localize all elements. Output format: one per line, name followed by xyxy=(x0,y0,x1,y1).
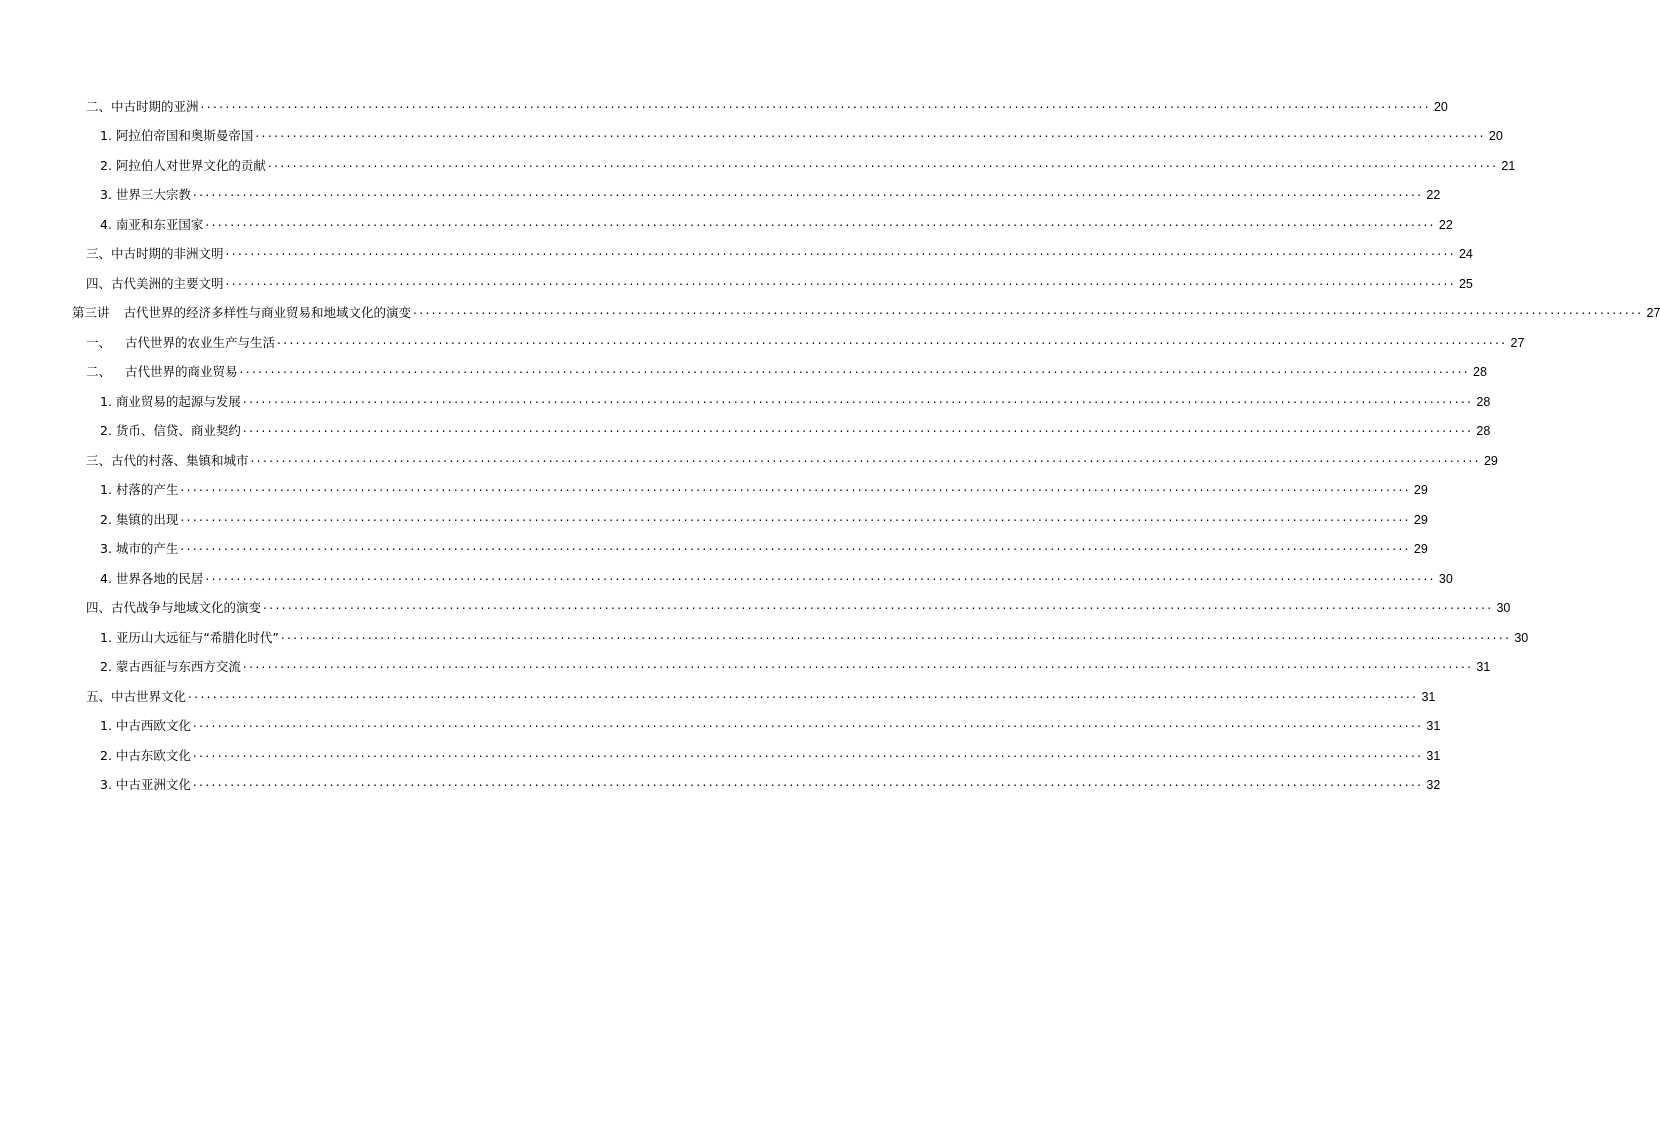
dot-leader: ...................................................................................................................................................................................................... xyxy=(225,244,1456,259)
toc-page-number: 20 xyxy=(1488,129,1503,144)
toc-entry-section-3-africa[interactable] xyxy=(0,240,1473,270)
toc-entry-title: 1. 商业贸易的起源与发展 xyxy=(100,393,241,409)
toc-entry-title: 二、中古时期的亚洲 xyxy=(86,98,199,114)
toc-entry-villages[interactable] xyxy=(0,476,1428,506)
toc-entry-arab-ottoman[interactable] xyxy=(0,122,1503,152)
toc-entry-trade-origins[interactable] xyxy=(0,387,1491,417)
toc-entry-arab-contribution[interactable] xyxy=(0,151,1516,181)
toc-entry-prefix: 第三讲 xyxy=(72,305,110,321)
toc-page-number: 31 xyxy=(1426,719,1441,734)
toc-entry-alexander[interactable] xyxy=(0,623,1529,653)
toc-entry-title: 3. 世界三大宗教 xyxy=(100,187,191,203)
toc-entry-title: 三、中古时期的非洲文明 xyxy=(86,246,224,262)
dot-leader: ...................................................................................................................................................................................................... xyxy=(239,362,1470,377)
toc-page-number: 28 xyxy=(1476,394,1491,409)
dot-leader: ...................................................................................................................................................................................................... xyxy=(205,568,1436,583)
toc-entry-title: 1. 中古西欧文化 xyxy=(100,718,191,734)
toc-page-number: 27 xyxy=(1646,306,1660,321)
toc-page-number: 31 xyxy=(1476,660,1491,675)
dot-leader: ...................................................................................................................................................................................................... xyxy=(180,480,1411,495)
dot-leader: ...................................................................................................................................................................................................... xyxy=(242,421,1474,436)
toc-page-number: 29 xyxy=(1413,542,1428,557)
dot-leader: ...................................................................................................................................................................................................... xyxy=(200,96,1431,111)
dot-leader: ...................................................................................................................................................................................................... xyxy=(192,775,1424,790)
toc-entry-medieval-culture[interactable] xyxy=(0,682,1436,712)
toc-entry-title: 五、中古世界文化 xyxy=(86,688,187,704)
toc-entry-title xyxy=(86,335,275,351)
toc-entry-west-europe[interactable] xyxy=(0,712,1441,742)
toc-entry-text: 古代世界的经济多样性与商业贸易和地域文化的演变 xyxy=(123,305,412,321)
dot-leader: ...................................................................................................................................................................................................... xyxy=(242,657,1474,672)
toc-entry-title: 2. 阿拉伯人对世界文化的贡献 xyxy=(100,157,266,173)
toc-entry-prefix: 二、 xyxy=(86,364,112,380)
toc-page-number: 30 xyxy=(1438,571,1453,586)
toc-entry-title xyxy=(86,364,238,380)
dot-leader: ...................................................................................................................................................................................................... xyxy=(205,214,1436,229)
toc-entry-title: 四、古代美洲的主要文明 xyxy=(86,275,224,291)
toc-entry-mongol[interactable] xyxy=(0,653,1491,683)
toc-page-number: 31 xyxy=(1421,689,1436,704)
toc-page-number: 25 xyxy=(1458,276,1473,291)
toc-entry-title: 2. 中古东欧文化 xyxy=(100,747,191,763)
toc-entry-prefix: 一、 xyxy=(86,334,112,350)
toc-page-number: 29 xyxy=(1483,453,1498,468)
dot-leader: ...................................................................................................................................................................................................... xyxy=(192,745,1424,760)
toc-entry-villages-towns-cities[interactable] xyxy=(0,446,1498,476)
toc-entry-south-east-asia[interactable] xyxy=(0,210,1453,240)
toc-entry-title: 2. 货币、信贷、商业契约 xyxy=(100,423,241,439)
toc-entry-wars-culture[interactable] xyxy=(0,594,1511,624)
dot-leader: ...................................................................................................................................................................................................... xyxy=(255,126,1486,141)
toc-entry-title: 2. 集镇的出现 xyxy=(100,511,179,527)
toc-entry-section-4-americas[interactable] xyxy=(0,269,1473,299)
toc-entry-title: 1. 阿拉伯帝国和奥斯曼帝国 xyxy=(100,128,254,144)
toc-entry-title: 四、古代战争与地域文化的演变 xyxy=(86,600,262,616)
toc-entry-title: 4. 南亚和东亚国家 xyxy=(100,216,204,232)
dot-leader: ...................................................................................................................................................................................................... xyxy=(413,303,1644,318)
toc-entry-title: 1. 亚历山大远征与“希腊化时代” xyxy=(100,629,279,645)
dot-leader: ...................................................................................................................................................................................................... xyxy=(280,627,1512,642)
toc-entry-asia-culture[interactable] xyxy=(0,771,1441,801)
dot-leader: ...................................................................................................................................................................................................... xyxy=(225,273,1456,288)
toc-page-number: 28 xyxy=(1476,424,1491,439)
toc-entry-trade[interactable] xyxy=(0,358,1487,388)
dot-leader: ...................................................................................................................................................................................................... xyxy=(180,509,1411,524)
toc-page-number: 29 xyxy=(1413,512,1428,527)
toc-page-number: 22 xyxy=(1438,217,1453,232)
toc-entry-text: 古代世界的农业生产与生活 xyxy=(125,334,276,350)
toc-entry-currency-credit[interactable] xyxy=(0,417,1491,447)
toc-entry-title: 4. 世界各地的民居 xyxy=(100,570,204,586)
toc-entry-title xyxy=(72,305,411,321)
toc-entry-title: 3. 中古亚洲文化 xyxy=(100,777,191,793)
dot-leader: ...................................................................................................................................................................................................... xyxy=(180,539,1411,554)
toc-page-number: 21 xyxy=(1501,158,1516,173)
toc-page-number: 22 xyxy=(1426,188,1441,203)
toc-entry-three-religions[interactable] xyxy=(0,181,1441,211)
toc-entry-title: 2. 蒙古西征与东西方交流 xyxy=(100,659,241,675)
toc-entry-towns[interactable] xyxy=(0,505,1428,535)
dot-leader: ...................................................................................................................................................................................................... xyxy=(192,716,1424,731)
toc-page-number: 29 xyxy=(1413,483,1428,498)
dot-leader: ...................................................................................................................................................................................................... xyxy=(263,598,1494,613)
dot-leader: ...................................................................................................................................................................................................... xyxy=(192,185,1424,200)
dot-leader: ...................................................................................................................................................................................................... xyxy=(242,391,1474,406)
dot-leader: ...................................................................................................................................................................................................... xyxy=(277,332,1508,347)
toc-entry-section-2-asia[interactable] xyxy=(0,92,1448,122)
toc-page-number: 30 xyxy=(1496,601,1511,616)
toc-page-number: 30 xyxy=(1514,630,1529,645)
toc-entry-cities[interactable] xyxy=(0,535,1428,565)
toc-page-number: 28 xyxy=(1473,365,1487,380)
toc-page-number: 20 xyxy=(1433,99,1448,114)
toc-entry-text: 古代世界的商业贸易 xyxy=(125,364,238,380)
toc-entry-title: 三、古代的村落、集镇和城市 xyxy=(86,452,249,468)
toc-entry-title: 1. 村落的产生 xyxy=(100,482,179,498)
toc-page-number: 32 xyxy=(1426,778,1441,793)
toc-page-number: 31 xyxy=(1426,748,1441,763)
toc-entry-dwellings[interactable] xyxy=(0,564,1453,594)
dot-leader: ...................................................................................................................................................................................................... xyxy=(250,450,1481,465)
table-of-contents xyxy=(0,92,1660,800)
dot-leader: ...................................................................................................................................................................................................... xyxy=(267,155,1499,170)
toc-entry-lecture-3[interactable] xyxy=(0,299,1660,329)
toc-entry-title: 3. 城市的产生 xyxy=(100,541,179,557)
toc-page-number: 27 xyxy=(1510,335,1525,350)
toc-entry-east-europe[interactable] xyxy=(0,741,1441,771)
toc-entry-agriculture[interactable] xyxy=(0,328,1525,358)
dot-leader: ...................................................................................................................................................................................................... xyxy=(188,686,1419,701)
toc-page-number: 24 xyxy=(1458,247,1473,262)
